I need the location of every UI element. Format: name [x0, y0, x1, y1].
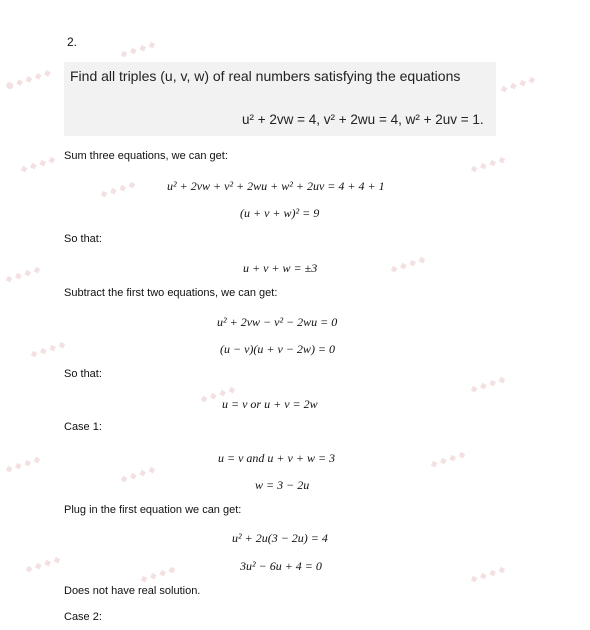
solution-line-6: Does not have real solution. [64, 585, 201, 597]
problem-statement-box [64, 62, 496, 136]
solution-line-3: Subtract the first two equations, we can get: [64, 287, 278, 299]
problem-number: 2. [67, 35, 78, 49]
solution-line-1: Sum three equations, we can get: [64, 150, 228, 162]
equation-square: (u + v + w)² = 9 [240, 206, 320, 220]
equation-cases: u = v or u + v = 2w [222, 397, 318, 411]
equation-quadratic: 3u² − 6u + 4 = 0 [240, 559, 322, 573]
equation-substituted: u² + 2u(3 − 2u) = 4 [232, 531, 328, 545]
equation-difference: u² + 2vw − v² − 2wu = 0 [217, 315, 338, 329]
equation-sum: u² + 2vw + v² + 2wu + w² + 2uv = 4 + 4 + 1 [167, 179, 385, 193]
solution-line-2: So that: [64, 233, 102, 245]
equation-case-1: u = v and u + v + w = 3 [218, 451, 336, 465]
equation-w: w = 3 − 2u [255, 478, 310, 492]
equation-sum-value: u + v + w = ±3 [243, 261, 318, 275]
case-2-heading: Case 2: [64, 611, 102, 623]
solution-line-5: Plug in the first equation we can get: [64, 504, 242, 516]
equation-factored: (u − v)(u + v − 2w) = 0 [220, 342, 336, 356]
problem-statement: Find all triples (u, v, w) of real numbers satisfying the equations [70, 68, 461, 84]
case-1-heading: Case 1: [64, 421, 102, 433]
solution-line-4: So that: [64, 368, 102, 380]
problem-equations: u² + 2vw = 4, v² + 2wu = 4, w² + 2uv = 1. [242, 112, 484, 127]
